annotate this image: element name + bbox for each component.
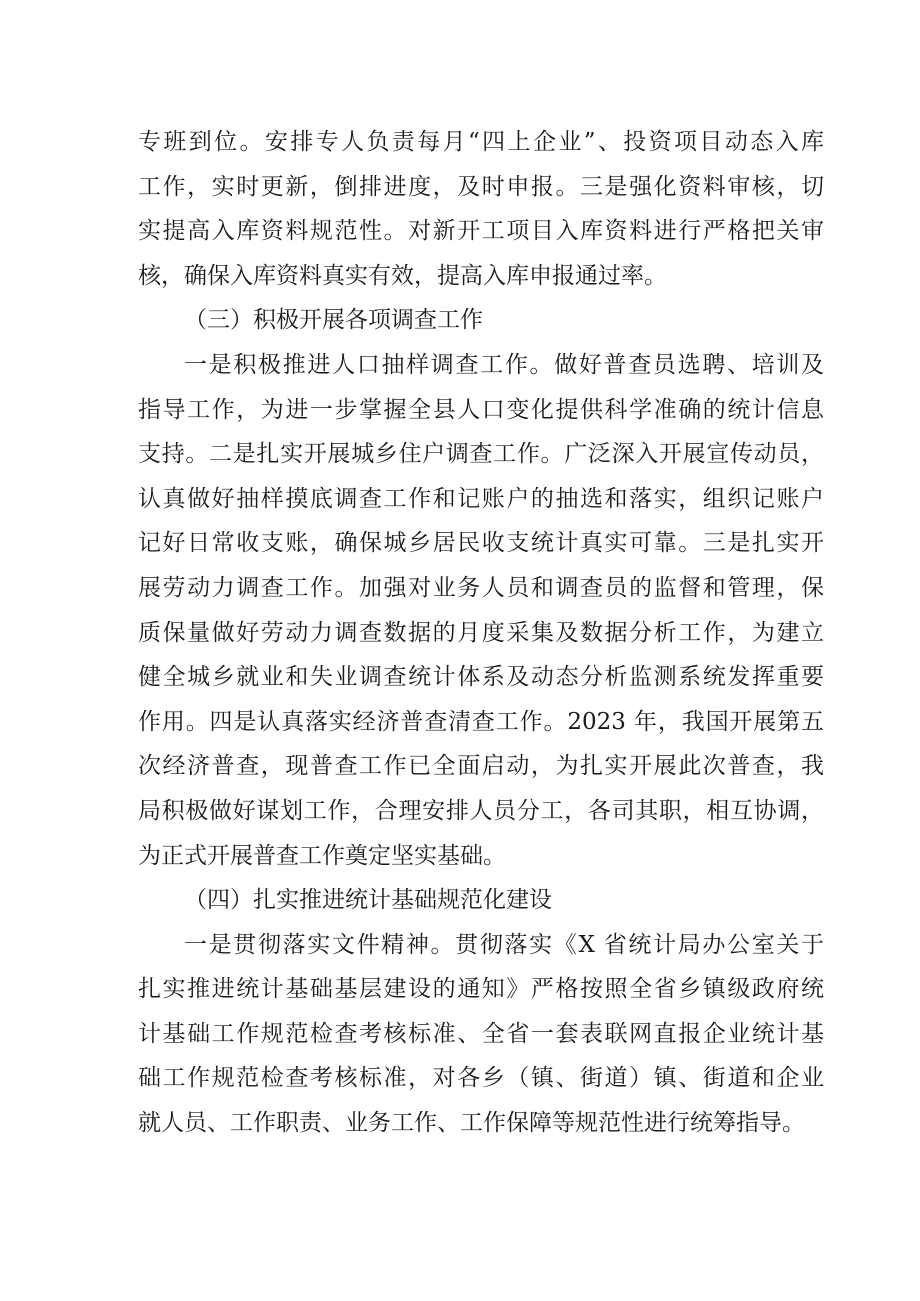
text-line: 专班到位。安排专人负责每月“四上企业”、投资项目动态入库 [138, 129, 824, 155]
text-line: 认真做好抽样摸底调查工作和记账户的抽选和落实，组织记账户 [138, 485, 824, 512]
text-line: 记好日常收支账，确保城乡居民收支统计真实可靠。三是扎实开 [138, 530, 824, 557]
text-line: 一是积极推进人口抽样调查工作。做好普查员选聘、培训及 [184, 351, 824, 378]
section-heading-3: （三）积极开展各项调查工作 [184, 307, 483, 334]
section-heading-4: （四）扎实推进统计基础规范化建设 [184, 887, 552, 914]
text-line: 次经济普查，现普查工作已全面启动，为扎实开展此次普查，我 [138, 753, 824, 780]
text-line: 一是贯彻落实文件精神。贯彻落实《X 省统计局办公室关于 [184, 931, 824, 958]
text-line: 实提高入库资料规范性。对新开工项目入库资料进行严格把关审 [138, 218, 824, 245]
text-line: 展劳动力调查工作。加强对业务人员和调查员的监督和管理，保 [138, 574, 824, 601]
text-line: 为正式开展普查工作奠定坚实基础。 [138, 842, 506, 869]
text-line: 作用。四是认真落实经济普查清查工作。2023 年，我国开展第五 [138, 708, 824, 735]
text-line: 支持。二是扎实开展城乡住户调查工作。广泛深入开展宣传动员， [138, 441, 824, 468]
text-line: 健全城乡就业和失业调查统计体系及动态分析监测系统发挥重要 [138, 664, 824, 691]
text-line: 就人员、工作职责、业务工作、工作保障等规范性进行统筹指导。 [138, 1110, 805, 1137]
text-line: 指导工作，为进一步掌握全县人口变化提供科学准确的统计信息 [138, 396, 824, 423]
text-line: 工作，实时更新，倒排进度，及时申报。三是强化资料审核，切 [138, 173, 824, 200]
text-line: 计基础工作规范检查考核标准、全省一套表联网直报企业统计基 [138, 1020, 824, 1047]
body-text [138, 120, 824, 1146]
text-line: 扎实推进统计基础基层建设的通知》严格按照全省乡镇级政府统 [138, 976, 824, 1003]
text-line: 础工作规范检查考核标准，对各乡（镇、街道）镇、街道和企业 [138, 1065, 824, 1092]
text-line: 局积极做好谋划工作，合理安排人员分工，各司其职，相互协调， [138, 797, 824, 824]
text-line: 质保量做好劳动力调查数据的月度采集及数据分析工作，为建立 [138, 619, 824, 646]
text-line: 核，确保入库资料真实有效，提高入库申报通过率。 [138, 262, 667, 289]
